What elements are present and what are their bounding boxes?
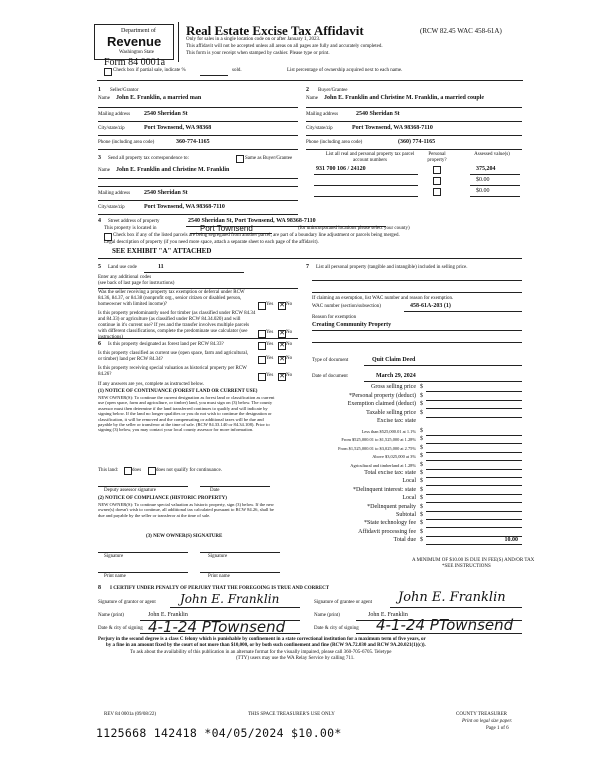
wac-number: 458-61A-203 (1) <box>410 303 451 309</box>
seller-phone: 360-774-1165 <box>176 139 210 145</box>
timber-yes-checkbox[interactable] <box>258 330 266 338</box>
agency-main: Revenue <box>107 34 162 49</box>
buyer-rule-4 <box>306 149 522 150</box>
partial-sale-label: Check box if partial sale, indicate % <box>113 68 186 73</box>
grantor-print-name: John E. Franklin <box>148 612 188 618</box>
grantor-sig-line <box>170 607 300 608</box>
tax-line <box>426 400 522 401</box>
perjury-line-3: To ask about the availability of this publication in an alternate format for the visually impaired, please call 360-705-6705. Teletype <box>130 650 392 655</box>
grantor-date-label: Date & city of signing <box>98 626 143 631</box>
deputy-sig-label: Deputy assessor signature <box>104 488 156 493</box>
doc-type-label: Type of document <box>312 358 349 363</box>
assessed-rule-3 <box>470 196 520 197</box>
exemption-yes-label: Yes <box>266 302 274 307</box>
section3-rule-3 <box>98 200 298 201</box>
located-value[interactable]: Port Townsend <box>200 224 253 233</box>
reason-rule-2 <box>312 342 522 343</box>
timber-no-checkbox[interactable]: ✕ <box>279 330 285 337</box>
grantor-name-label: Name (print) <box>98 613 124 618</box>
print-legal-note: Print on legal size paper. <box>462 719 513 724</box>
notice1-title: (1) NOTICE OF CONTINUANCE (FOREST LAND OR CURRENT USE) <box>98 389 258 394</box>
header-note-3: This form is your receipt when stamped by cashier. Please type or print. <box>186 51 330 56</box>
personal-property-checkbox-1[interactable] <box>433 166 441 174</box>
assessed-value-1: 375,204 <box>476 166 496 172</box>
tax-label: *State technology fee <box>364 520 416 527</box>
grantor-date-line <box>140 633 300 634</box>
tax-prefix: $ <box>420 495 423 502</box>
any-yes-note: If any answers are yes, complete as instructed below. <box>98 382 205 387</box>
print-name-label-2: Print name <box>208 574 230 579</box>
section4-rule <box>98 258 522 259</box>
parcel-rule-1 <box>314 174 418 175</box>
grantee-date-label: Date & city of signing <box>314 626 359 631</box>
form-number: Form 84 0001a <box>104 57 166 68</box>
buyer-mailing: 2540 Sheridan St <box>356 111 400 117</box>
wac-label: WAC number (section/subsection) <box>312 304 381 309</box>
print-name-line-1 <box>98 572 188 573</box>
q-timber: Is this property predominantly used for timber (as classified under RCW 84.34 and 84.33) or agriculture (as classified under RCW 84.34.020) and will continue in it's current use? If yes and the transfer involves multiple parcels with different classifications, complete the predominate use calculator (see instructions) <box>98 311 256 340</box>
section7-label: List all personal property (tangible and intangible) included in selling price. <box>316 265 468 270</box>
reason-label: Reason for exemption <box>312 315 357 320</box>
timber-yes-label: Yes <box>266 330 274 335</box>
tax-prefix: $ <box>420 486 423 493</box>
additional-codes-note: (see back of last page for instructions) <box>98 281 175 286</box>
print-name-line-2 <box>200 572 280 573</box>
current-use-yes-checkbox[interactable] <box>258 356 266 364</box>
does-not-checkbox[interactable] <box>148 467 156 475</box>
notice2-body: NEW OWNER(S): To continue special valuation as historic property, sign (3) below. If the new owner(s) doesn't wish to continue, all additional tax calculated pursuant to RCW 84.26, shall be due and payable by the seller or transferor at the time of sale. <box>98 502 274 518</box>
exemption-yes-checkbox[interactable] <box>258 302 266 310</box>
grantee-date-city: 4-1-24 PTownsend <box>376 616 514 634</box>
deputy-sig-line <box>98 486 188 487</box>
does-label: does <box>132 468 142 473</box>
tax-bracket-line <box>426 460 522 461</box>
tax-value: 10.00 <box>504 537 518 544</box>
section3-city-label: City/state/zip <box>98 205 125 210</box>
tax-bracket-prefix: $ <box>420 444 423 451</box>
tax-bracket-line <box>426 443 522 444</box>
additional-codes-label: Enter any additional codes <box>98 275 152 280</box>
same-as-buyer-checkbox[interactable] <box>236 155 244 163</box>
sig-label-2: Signature <box>208 554 228 559</box>
buyer-heading: Buyer/Grantee <box>318 88 348 93</box>
tax-bracket-label: Agricultural and timberland at 1.28% <box>350 462 416 468</box>
exemption-no-checkbox[interactable]: ✕ <box>279 302 285 309</box>
exemption-note: If claiming an exemption, list WAC number and reason for exemption. <box>312 296 454 301</box>
section3-city: Port Townsend, WA 98368-7110 <box>144 204 225 210</box>
personal-property-checkbox-3[interactable] <box>433 188 441 196</box>
section5-rule-2 <box>98 338 298 339</box>
forest-no-checkbox[interactable]: ✕ <box>279 342 285 349</box>
seller-phone-label: Phone (including area code) <box>98 140 155 145</box>
parcels-col2: Personal property? <box>427 152 447 163</box>
deputy-date-line <box>200 486 270 487</box>
form-title: Real Estate Excise Tax Affidavit <box>186 23 364 38</box>
located-label: This property is located in <box>104 226 157 231</box>
buyer-rule-3 <box>306 135 522 136</box>
land-use-label: Land use code <box>108 265 137 270</box>
tax-bracket-line <box>426 435 522 436</box>
current-use-no-checkbox[interactable]: ✕ <box>279 356 285 363</box>
notice2-title: (2) NOTICE OF COMPLIANCE (HISTORIC PROPERTY) <box>98 496 227 501</box>
same-as-buyer-label: Same as Buyer/Grantee <box>245 156 293 161</box>
historic-yes-label: Yes <box>266 373 274 378</box>
tax-prefix: $ <box>420 470 423 476</box>
grantee-signature: John E. Franklin <box>398 590 506 605</box>
county-treasurer: COUNTY TREASURER <box>456 712 507 717</box>
deputy-date-label: Date <box>210 488 220 493</box>
q-forest: Is this property designated as forest land per RCW 84.33? <box>108 342 224 347</box>
section3-name: John E. Franklin and Christine M. Franklin <box>116 167 230 173</box>
tax-line <box>426 544 522 545</box>
section3-label: Send all property tax correspondence to: <box>108 156 189 161</box>
tax-bracket-label: From $525,000.01 to $1,525,000 at 1.28% <box>341 437 416 443</box>
parcel-row-1: 931 700 106 / 24120 <box>316 166 366 172</box>
land-use-rule <box>144 272 244 273</box>
perjury-line-1: Perjury in the second degree is a class C felony which is punishable by confinement in a state correctional institution for a maximum term of five years, or <box>98 637 426 642</box>
seller-name-label: Name <box>98 96 110 101</box>
tax-bracket-prefix: $ <box>420 436 423 443</box>
seller-rule-1 <box>98 107 298 108</box>
tax-label: Local <box>402 495 416 502</box>
revenue-logo <box>94 24 174 60</box>
buyer-city: Port Townsend, WA 98368-7110 <box>352 125 433 131</box>
forest-no-label: No <box>286 342 293 347</box>
treasurer-use-only: THIS SPACE TREASURER'S USE ONLY <box>248 712 335 717</box>
parcel-rule-3 <box>314 196 418 197</box>
buyer-mailing-label: Mailing address <box>306 112 339 117</box>
tax-label: Gross selling price <box>371 384 416 390</box>
section7-rule-2 <box>312 292 522 293</box>
doc-date: March 29, 2024 <box>376 373 416 379</box>
seller-heading: Seller/Grantor <box>110 88 139 93</box>
buyer-name: John E. Franklin and Christine M. Franklin, a married couple <box>324 95 485 101</box>
new-owner-sig-line-2 <box>200 552 280 553</box>
buyer-num: 2 <box>306 87 309 93</box>
print-name-label-1: Print name <box>104 574 126 579</box>
tax-label: Subtotal <box>395 512 416 518</box>
header-note-2: This affidavit will not be accepted unless all areas on all pages are fully and accurately completed. <box>186 44 383 49</box>
land-use-code: 11 <box>158 264 164 270</box>
notice1-body: NEW OWNER(S): To continue the current designation as forest land or classification as current use (open space, farm and agriculture, or timber) land, you must sign on (3) below. The county assessor must then determine if the land transferred continues to qualify and will indicate by signing below. If the land no longer qualifies or you do not wish to continue the designation or classification, it will be removed and the compensating or additional taxes will be due and payable by the seller or transferor at the time of sale. (RCW 84.33.140 or 84.34.108). Prior to signing (3) below, you may contact your local county assessor for more information. <box>98 395 275 433</box>
grantee-name-label: Name (print) <box>314 613 340 618</box>
rev-number: REV 84 0001a (09/08/22) <box>104 712 156 717</box>
section8-num: 8 <box>98 585 101 591</box>
current-use-no-label: No <box>286 356 293 361</box>
section3-mailing: 2540 Sheridan St <box>144 190 188 196</box>
buyer-name-label: Name <box>306 96 318 101</box>
doc-type: Quit Claim Deed <box>372 357 416 363</box>
q-current-use: Is this property classified as current use (open space, farm and agricultural, or timber) land per RCW 84.34? <box>98 351 249 362</box>
buyer-city-label: City/state/zip <box>306 126 333 131</box>
tax-label: Local <box>402 478 416 485</box>
buyer-phone: (360) 774-1165 <box>398 139 436 145</box>
wac-rule <box>404 311 522 312</box>
tax-label: Affidavit processing fee <box>358 528 416 535</box>
assessed-value-3: $0.00 <box>476 188 490 194</box>
segregated-label: Check box if any of the listed parcels are being segregated from another parcel, are part of a boundary line adjustment or parcels being merged. <box>113 233 400 238</box>
historic-no-checkbox[interactable]: ✕ <box>279 373 285 380</box>
tax-prefix: $ <box>420 384 423 390</box>
page-number: Page 1 of 6 <box>486 726 509 731</box>
tax-label: Total due <box>393 537 416 544</box>
grantee-sig-line <box>390 607 522 608</box>
agency-sub: Washington State <box>119 50 155 55</box>
doc-date-rule <box>364 381 522 382</box>
assessed-rule-1 <box>470 174 520 175</box>
seller-rule-3 <box>98 135 298 136</box>
tax-label: Taxable selling price <box>366 409 416 416</box>
tax-prefix: $ <box>420 520 423 527</box>
tax-label: *Delinquent penalty <box>367 503 416 510</box>
buyer-phone-label: Phone (including area code) <box>306 140 363 145</box>
grantor-sig-label: Signature of grantor or agent <box>98 600 156 605</box>
seller-num: 1 <box>98 87 101 93</box>
new-owner-sig-line-1 <box>98 552 188 553</box>
section3-rule-4 <box>98 214 298 215</box>
parcels-col3: Assessed value(s) <box>474 152 510 157</box>
tax-prefix: $ <box>420 478 423 485</box>
tax-label: *Personal property (deduct) <box>349 392 416 399</box>
does-not-label: does not qualify for continuance. <box>156 468 222 473</box>
section7-rule-1 <box>312 280 522 281</box>
tax-prefix: $ <box>420 537 423 544</box>
seller-mailing-label: Mailing address <box>98 112 131 117</box>
legal-desc-label: Legal description of property (if you need more space, attach a separate sheet to each page of the affidavit). <box>104 240 319 245</box>
forest-yes-checkbox[interactable] <box>258 342 266 350</box>
form-title-ref: (RCW 82.45 WAC 458-61A) <box>420 27 502 35</box>
does-checkbox[interactable] <box>124 467 132 475</box>
current-use-yes-label: Yes <box>266 356 274 361</box>
section3-num: 3 <box>98 155 101 161</box>
header-rule <box>97 80 523 81</box>
seller-city: Port Townsend, WA 98368 <box>144 125 212 131</box>
assessed-value-2: $0.00 <box>476 177 490 183</box>
this-land-label: This land: <box>98 468 119 473</box>
street-address: 2540 Sheridan St, Port Townsend, WA 98368-7110 <box>188 218 316 224</box>
parcel-rule-2 <box>314 185 418 186</box>
seller-rule-2 <box>98 121 298 122</box>
grantor-date-city: 4-1-24 PTownsend <box>148 618 286 636</box>
perjury-line-4: (TTY) users may use the WA Relay Service by calling 711. <box>236 656 355 661</box>
tax-bracket-prefix: $ <box>420 453 423 460</box>
tax-minimum: A MINIMUM OF $10.00 IS DUE IN FEE(S) AND/OR TAX <box>412 558 535 563</box>
section3-rule-1 <box>98 178 298 179</box>
grantee-sig-label: Signature of grantee or agent <box>314 600 373 605</box>
tax-line <box>426 527 522 528</box>
agency-top: Department of <box>121 28 156 34</box>
perjury-line-2: by a fine in an amount fixed by the court of not more than $10,000, or by both such confinement and fine (RCW 9A.72.030 and RCW 9A.20.021(1)(c)). <box>106 643 426 648</box>
parcels-col1: List all real and personal property tax parcel account numbers <box>325 152 415 163</box>
tax-line <box>426 485 522 486</box>
tax-line <box>426 417 522 418</box>
cashier-stamp: 1125668 142418 *04/05/2024 $10.00* <box>96 726 342 740</box>
partial-pct-field[interactable] <box>200 75 228 76</box>
section6-num: 6 <box>98 341 101 347</box>
tax-label: *Delinquent interest: state <box>353 486 416 493</box>
sold-label: sold. <box>232 68 242 73</box>
tax-bracket-label: Above $3,025,000 at 3% <box>372 454 416 460</box>
historic-no-label: No <box>286 373 293 378</box>
tax-bracket-label: From $1,525,000.01 to $3,025,000 at 2.75% <box>338 445 416 451</box>
buyer-rule-2 <box>306 121 522 122</box>
header-note-1: Only for sales in a single location code on or after January 1, 2023. <box>186 37 321 42</box>
grantee-print-name: John E. Franklin <box>368 612 408 618</box>
grantee-date-line <box>356 633 522 634</box>
tax-prefix: $ <box>420 401 423 408</box>
tax-label: Total excise tax: state <box>364 470 416 476</box>
tax-line <box>426 519 522 520</box>
tax-line <box>426 477 522 478</box>
personal-property-checkbox-2[interactable] <box>433 177 441 185</box>
tax-label: Excise tax: state <box>377 418 416 425</box>
seller-name: John E. Franklin, a married man <box>116 95 202 101</box>
exhibit-text: SEE EXHIBIT "A" ATTACHED <box>112 247 212 255</box>
assessed-rule-2 <box>470 185 520 186</box>
timber-no-label: No <box>286 330 293 335</box>
certify-text: I CERTIFY UNDER PENALTY OF PERJURY THAT THE FOREGOING IS TRUE AND CORRECT <box>110 586 330 591</box>
tax-label: Exemption claimed (deduct) <box>347 401 416 408</box>
q-historic: Is this property receiving special valuation as historical property per RCW 84.26? <box>98 366 247 377</box>
tax-bracket-label: Less than $525,000.01 at 1.1% <box>361 429 416 434</box>
reason-value: Creating Community Property <box>312 322 392 328</box>
section4-num: 4 <box>98 218 101 224</box>
partial-sale-checkbox[interactable] <box>104 68 112 76</box>
doc-date-label: Date of document <box>312 374 348 379</box>
section3-rule-2 <box>98 186 298 187</box>
tax-line <box>426 511 522 512</box>
seller-mailing: 2540 Sheridan St <box>144 111 188 117</box>
sig-label-1: Signature <box>104 554 124 559</box>
tax-prefix: $ <box>420 528 423 535</box>
unincorporated-note: (for unincorporated locations please select your county) <box>298 226 410 231</box>
tax-bracket-line <box>426 469 522 470</box>
tax-bracket-line <box>426 452 522 453</box>
grantor-signature: John E. Franklin <box>180 592 280 606</box>
tax-line <box>426 408 522 409</box>
section7-num: 7 <box>306 264 309 270</box>
buyer-rule-1 <box>306 107 522 108</box>
reason-rule <box>312 330 522 331</box>
tax-line <box>426 494 522 495</box>
tax-prefix: $ <box>420 512 423 518</box>
tax-prefix: $ <box>420 392 423 399</box>
section5-num: 5 <box>98 264 101 270</box>
section3-mailing-label: Mailing address <box>98 191 131 196</box>
exemption-no-label: No <box>286 302 293 307</box>
section3-name-label: Name <box>98 168 110 173</box>
tax-prefix: $ <box>420 503 423 510</box>
historic-yes-checkbox[interactable] <box>258 373 266 381</box>
list-pct-label: List percentage of ownership acquired next to each name. <box>287 68 403 73</box>
tax-prefix: $ <box>420 409 423 416</box>
tax-bracket-prefix: $ <box>420 428 423 434</box>
tax-line <box>426 502 522 503</box>
street-label: Street address of property <box>108 219 160 224</box>
seller-rule-4 <box>98 149 298 150</box>
seller-city-label: City/state/zip <box>98 126 125 131</box>
tax-line <box>426 391 522 392</box>
q-exemption: Was the seller receiving a property tax exemption or deferral under RCW 84.36, 84.37, or 84.38 (nonprofit org., senior citizen or disabled person, homeowner with limited income)? <box>98 290 245 307</box>
see-instructions: *SEE INSTRUCTIONS <box>442 564 491 569</box>
forest-yes-label: Yes <box>266 342 274 347</box>
new-owner-sig-heading: (3) NEW OWNER(S) SIGNATURE <box>146 534 223 539</box>
doc-type-rule <box>364 365 522 366</box>
tax-bracket-prefix: $ <box>420 461 423 468</box>
header-divider <box>178 22 179 62</box>
section5-rule-1 <box>98 288 298 289</box>
